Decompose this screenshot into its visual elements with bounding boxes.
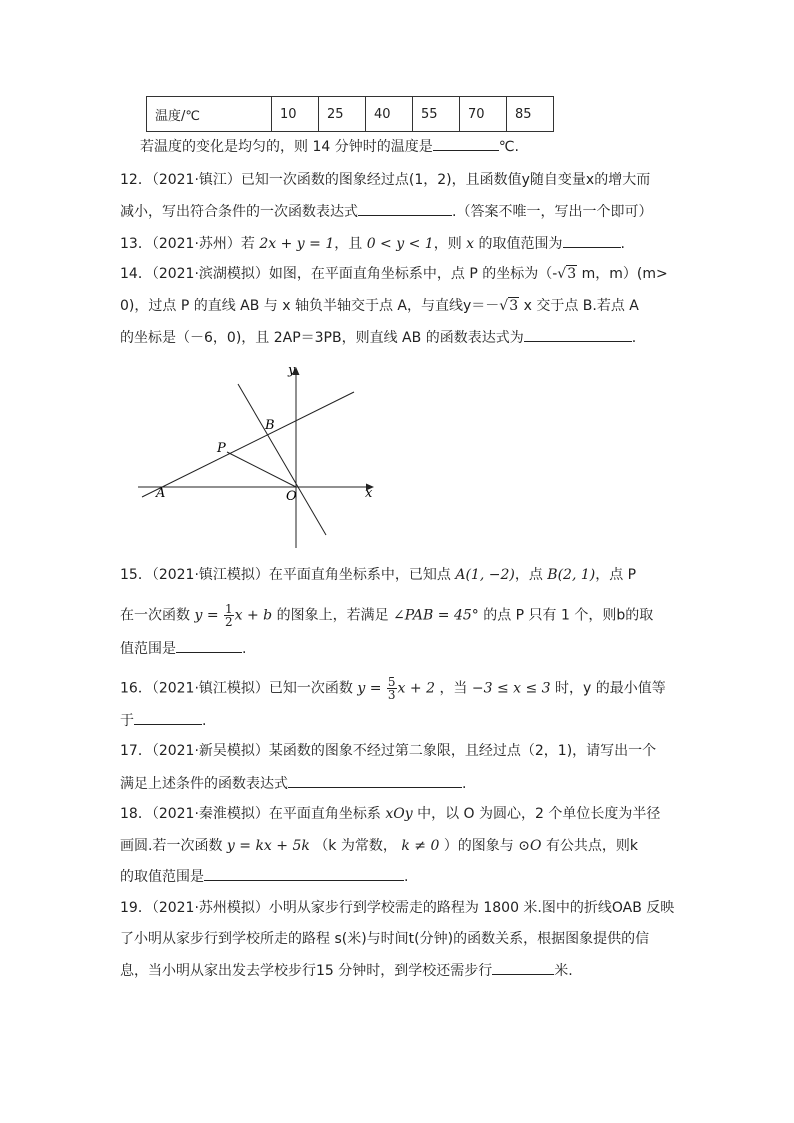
q13-inequality: 0 < y < 1 xyxy=(366,236,434,252)
q13-equation: 2x + y = 1 xyxy=(259,236,335,252)
q19-line2: 了小明从家步行到学校所走的路程 s(米)与时间t(分钟)的函数关系，根据图象提供的信 xyxy=(120,931,650,947)
fraction: $\frac{1}{2}$ xyxy=(225,602,233,629)
line-ob xyxy=(238,384,326,535)
q12-line2: 减小，写出符合条件的一次函数表达式 .（答案不唯一，写出一个即可） xyxy=(120,201,652,222)
q18-line3: 的取值范围是 . xyxy=(120,866,408,887)
answer-blank[interactable] xyxy=(358,201,452,216)
q19-line1: 19．（2021·苏州模拟）小明从家步行到学校需走的路程为 1800 米.图中的折线OAB 反映 xyxy=(120,900,675,916)
answer-blank[interactable] xyxy=(563,233,621,248)
table-row xyxy=(147,97,554,132)
q15-line1: 15．（2021·镇江模拟）在平面直角坐标系中，已知点 A(1, −2)，点 B(2, 1)，点 P xyxy=(120,567,637,583)
q12-line1: 12．（2021·镇江）已知一次函数的图象经过点(1，2)，且函数值y随自变量x的增大而 xyxy=(120,172,651,188)
answer-blank[interactable] xyxy=(433,136,499,151)
answer-blank[interactable] xyxy=(134,710,202,725)
q14-line2: 0)，过点 P 的直线 AB 与 x 轴负半轴交于点 A，与直线y＝－√3 x 交于点 B.若点 A xyxy=(120,298,639,314)
table-cell: 10 xyxy=(272,97,319,132)
table-cell: 85 xyxy=(507,97,554,132)
table-cell: 25 xyxy=(319,97,366,132)
q15-line3: 值范围是 . xyxy=(120,638,246,659)
answer-blank[interactable] xyxy=(204,866,404,881)
q16-line2: 于 . xyxy=(120,710,206,731)
temperature-table xyxy=(146,96,554,132)
table-cell: 40 xyxy=(366,97,413,132)
table-cell: 70 xyxy=(460,97,507,132)
q15-line2: 在一次函数 y = $\frac{1}{2}$ x + b 的图象上，若满足 ∠PAB = 45° 的点 P 只有 1 个，则b的取 xyxy=(120,602,654,629)
segment-po xyxy=(227,452,296,487)
sqrt-symbol: √3 xyxy=(557,266,577,282)
answer-blank[interactable] xyxy=(288,773,462,788)
label-y: y xyxy=(288,363,296,378)
q17-line1: 17．（2021·新吴模拟）某函数的图象不经过第二象限，且经过点（2，1)，请写出一个 xyxy=(120,743,657,759)
q18-line1: 18．（2021·秦淮模拟）在平面直角坐标系 xOy 中，以 O 为圆心，2 个单位长度为半径 xyxy=(120,806,661,822)
line-ab xyxy=(142,392,354,497)
answer-blank[interactable] xyxy=(176,638,242,653)
coordinate-figure xyxy=(130,358,390,553)
q17-line2: 满足上述条件的函数表达式 . xyxy=(120,773,466,794)
table-cell: 55 xyxy=(413,97,460,132)
answer-blank[interactable] xyxy=(524,327,632,342)
label-o: O xyxy=(286,489,297,504)
label-b: B xyxy=(265,418,275,433)
label-x: x xyxy=(365,486,373,501)
table-header-cell: 温度/℃ xyxy=(147,97,272,132)
q14-line1: 14．（2021·滨湖模拟）如图，在平面直角坐标系中，点 P 的坐标为（-√3 m，m）(m> xyxy=(120,266,668,282)
sqrt-symbol: √3 xyxy=(499,298,519,314)
q16-line1: 16．（2021·镇江模拟）已知一次函数 y = $\frac{5}{3}$ x + 2 ，当 −3 ≤ x ≤ 3 时，y 的最小值等 xyxy=(120,675,666,702)
q18-line2: 画圆.若一次函数 y = kx + 5k （k 为常数， k ≠ 0 ）的图象与 ⊙O 有公共点，则k xyxy=(120,838,639,854)
q11-line: 若温度的变化是均匀的，则 14 分钟时的温度是 ℃. xyxy=(140,136,519,157)
label-p: P xyxy=(217,441,226,456)
label-a: A xyxy=(156,486,166,501)
q19-line3: 息，当小明从家出发去学校步行15 分钟时，到学校还需步行 米. xyxy=(120,960,573,981)
answer-blank[interactable] xyxy=(492,960,554,975)
q13-line: 13．（2021·苏州）若 2x + y = 1，且 0 < y < 1，则 x 的取值范围为 . xyxy=(120,233,625,254)
fraction: $\frac{5}{3}$ xyxy=(387,675,396,702)
q14-line3: 的坐标是（－6，0)，且 2AP＝3PB，则直线 AB 的函数表达式为 . xyxy=(120,327,636,348)
